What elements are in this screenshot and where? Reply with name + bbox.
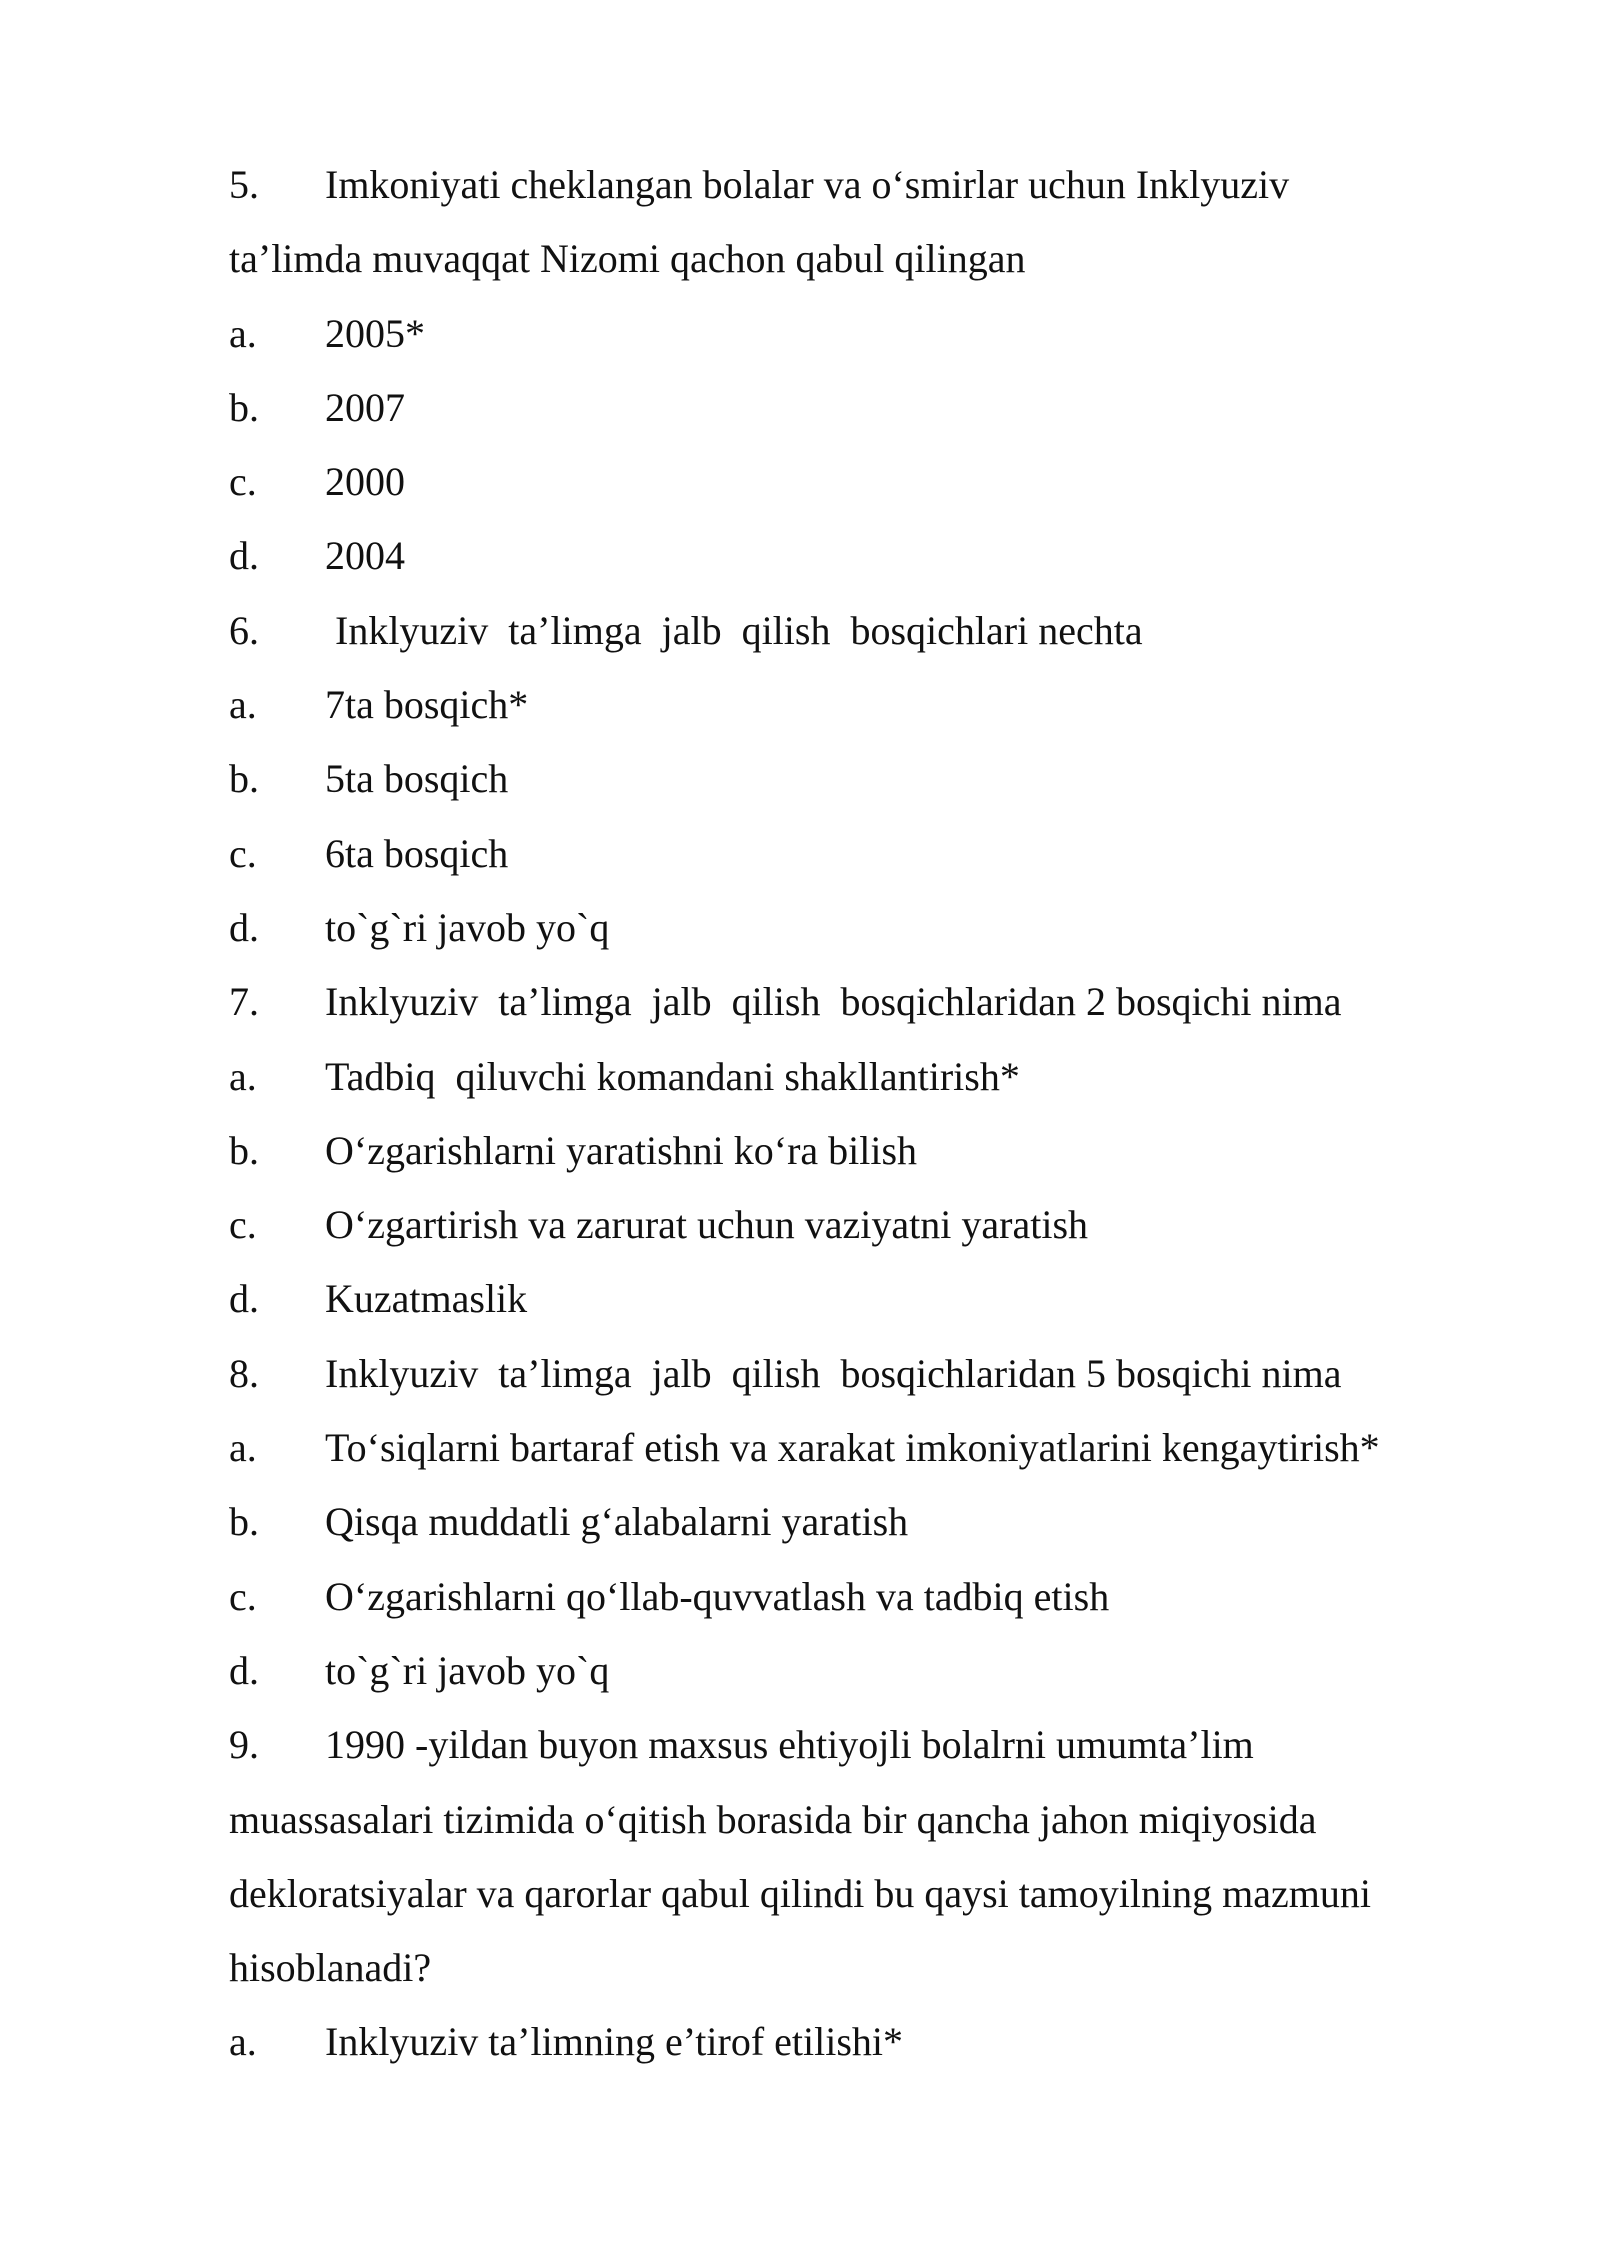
question-text: 1990 -yildan buyon maxsus ehtiyojli bolalrni umumta’lim [325, 1722, 1254, 1768]
question-6 [229, 594, 1529, 668]
option-8c [229, 1560, 1529, 1634]
question-text-continuation: dekloratsiyalar va qarorlar qabul qilindi bu qaysi tamoyilning mazmuni [229, 1870, 1371, 1916]
option-5c [229, 445, 1529, 519]
option-6b [229, 742, 1529, 816]
option-text: to`g`ri javob yo`q [325, 1647, 610, 1693]
option-letter: b. [229, 384, 259, 430]
option-letter: b. [229, 1499, 259, 1545]
option-text: to`g`ri javob yo`q [325, 904, 610, 950]
option-letter: c. [229, 830, 257, 876]
option-5d [229, 519, 1529, 593]
option-7a [229, 1040, 1529, 1114]
option-text: Tadbiq qiluvchi komandani shakllantirish* [325, 1053, 1020, 1099]
question-list [229, 148, 1529, 2080]
option-letter: b. [229, 756, 259, 802]
option-letter: c. [229, 459, 257, 505]
option-6a [229, 668, 1529, 742]
question-text-continuation: ta’limda muvaqqat Nizomi qachon qabul qilingan [229, 236, 1026, 282]
option-text: 2000 [325, 459, 405, 505]
option-text: 7ta bosqich* [325, 682, 529, 728]
question-text: Inklyuziv ta’limga jalb qilish bosqichlaridan 5 bosqichi nima [325, 1350, 1342, 1396]
option-letter: a. [229, 2019, 257, 2065]
question-5 [229, 148, 1529, 222]
option-8d [229, 1634, 1529, 1708]
option-letter: d. [229, 1276, 259, 1322]
option-6c [229, 817, 1529, 891]
question-7 [229, 965, 1529, 1039]
question-text: Imkoniyati cheklangan bolalar va o‘smirlar uchun Inklyuziv [325, 162, 1290, 207]
option-7c [229, 1188, 1529, 1262]
option-text: To‘siqlarni bartaraf etish va xarakat imkoniyatlarini kengaytirish* [325, 1425, 1380, 1471]
option-text: Kuzatmaslik [325, 1276, 528, 1322]
option-letter: c. [229, 1202, 257, 1248]
option-5b [229, 371, 1529, 445]
question-9 [229, 1708, 1529, 1782]
option-8a [229, 1411, 1529, 1485]
option-text: O‘zgartirish va zarurat uchun vaziyatni yaratish [325, 1202, 1089, 1248]
option-letter: a. [229, 1053, 257, 1099]
question-text: Inklyuziv ta’limga jalb qilish bosqichlaridan 2 bosqichi nima [325, 979, 1342, 1025]
option-letter: a. [229, 682, 257, 728]
option-8b [229, 1485, 1529, 1559]
option-text: O‘zgarishlarni qo‘llab-quvvatlash va tadbiq etish [325, 1573, 1110, 1619]
option-letter: a. [229, 1425, 257, 1471]
option-letter: d. [229, 904, 259, 950]
option-text: 6ta bosqich [325, 830, 509, 876]
option-text: 2007 [325, 384, 405, 430]
option-text: 2004 [325, 533, 405, 579]
question-number: 5. [229, 162, 259, 207]
question-number: 7. [229, 979, 259, 1025]
question-number: 8. [229, 1350, 259, 1396]
question-8 [229, 1337, 1529, 1411]
question-number: 9. [229, 1722, 259, 1768]
option-text: 5ta bosqich [325, 756, 509, 802]
question-text-continuation: muassasalari tizimida o‘qitish borasida bir qancha jahon miqiyosida [229, 1796, 1317, 1842]
question-text-continuation: hisoblanadi? [229, 1945, 432, 1991]
option-text: Inklyuziv ta’limning e’tirof etilishi* [325, 2019, 904, 2065]
option-letter: d. [229, 533, 259, 579]
option-letter: b. [229, 1127, 259, 1173]
option-letter: a. [229, 310, 257, 356]
option-7b [229, 1114, 1529, 1188]
option-9a [229, 2005, 1529, 2079]
option-5a [229, 297, 1529, 371]
option-6d [229, 891, 1529, 965]
option-text: Qisqa muddatli g‘alabalarni yaratish [325, 1499, 909, 1545]
question-text: Inklyuziv ta’limga jalb qilish bosqichlari nechta [325, 607, 1143, 653]
option-letter: d. [229, 1647, 259, 1693]
question-number: 6. [229, 607, 259, 653]
option-text: 2005* [325, 310, 425, 356]
option-letter: c. [229, 1573, 257, 1619]
option-text: O‘zgarishlarni yaratishni ko‘ra bilish [325, 1127, 918, 1173]
option-7d [229, 1262, 1529, 1336]
